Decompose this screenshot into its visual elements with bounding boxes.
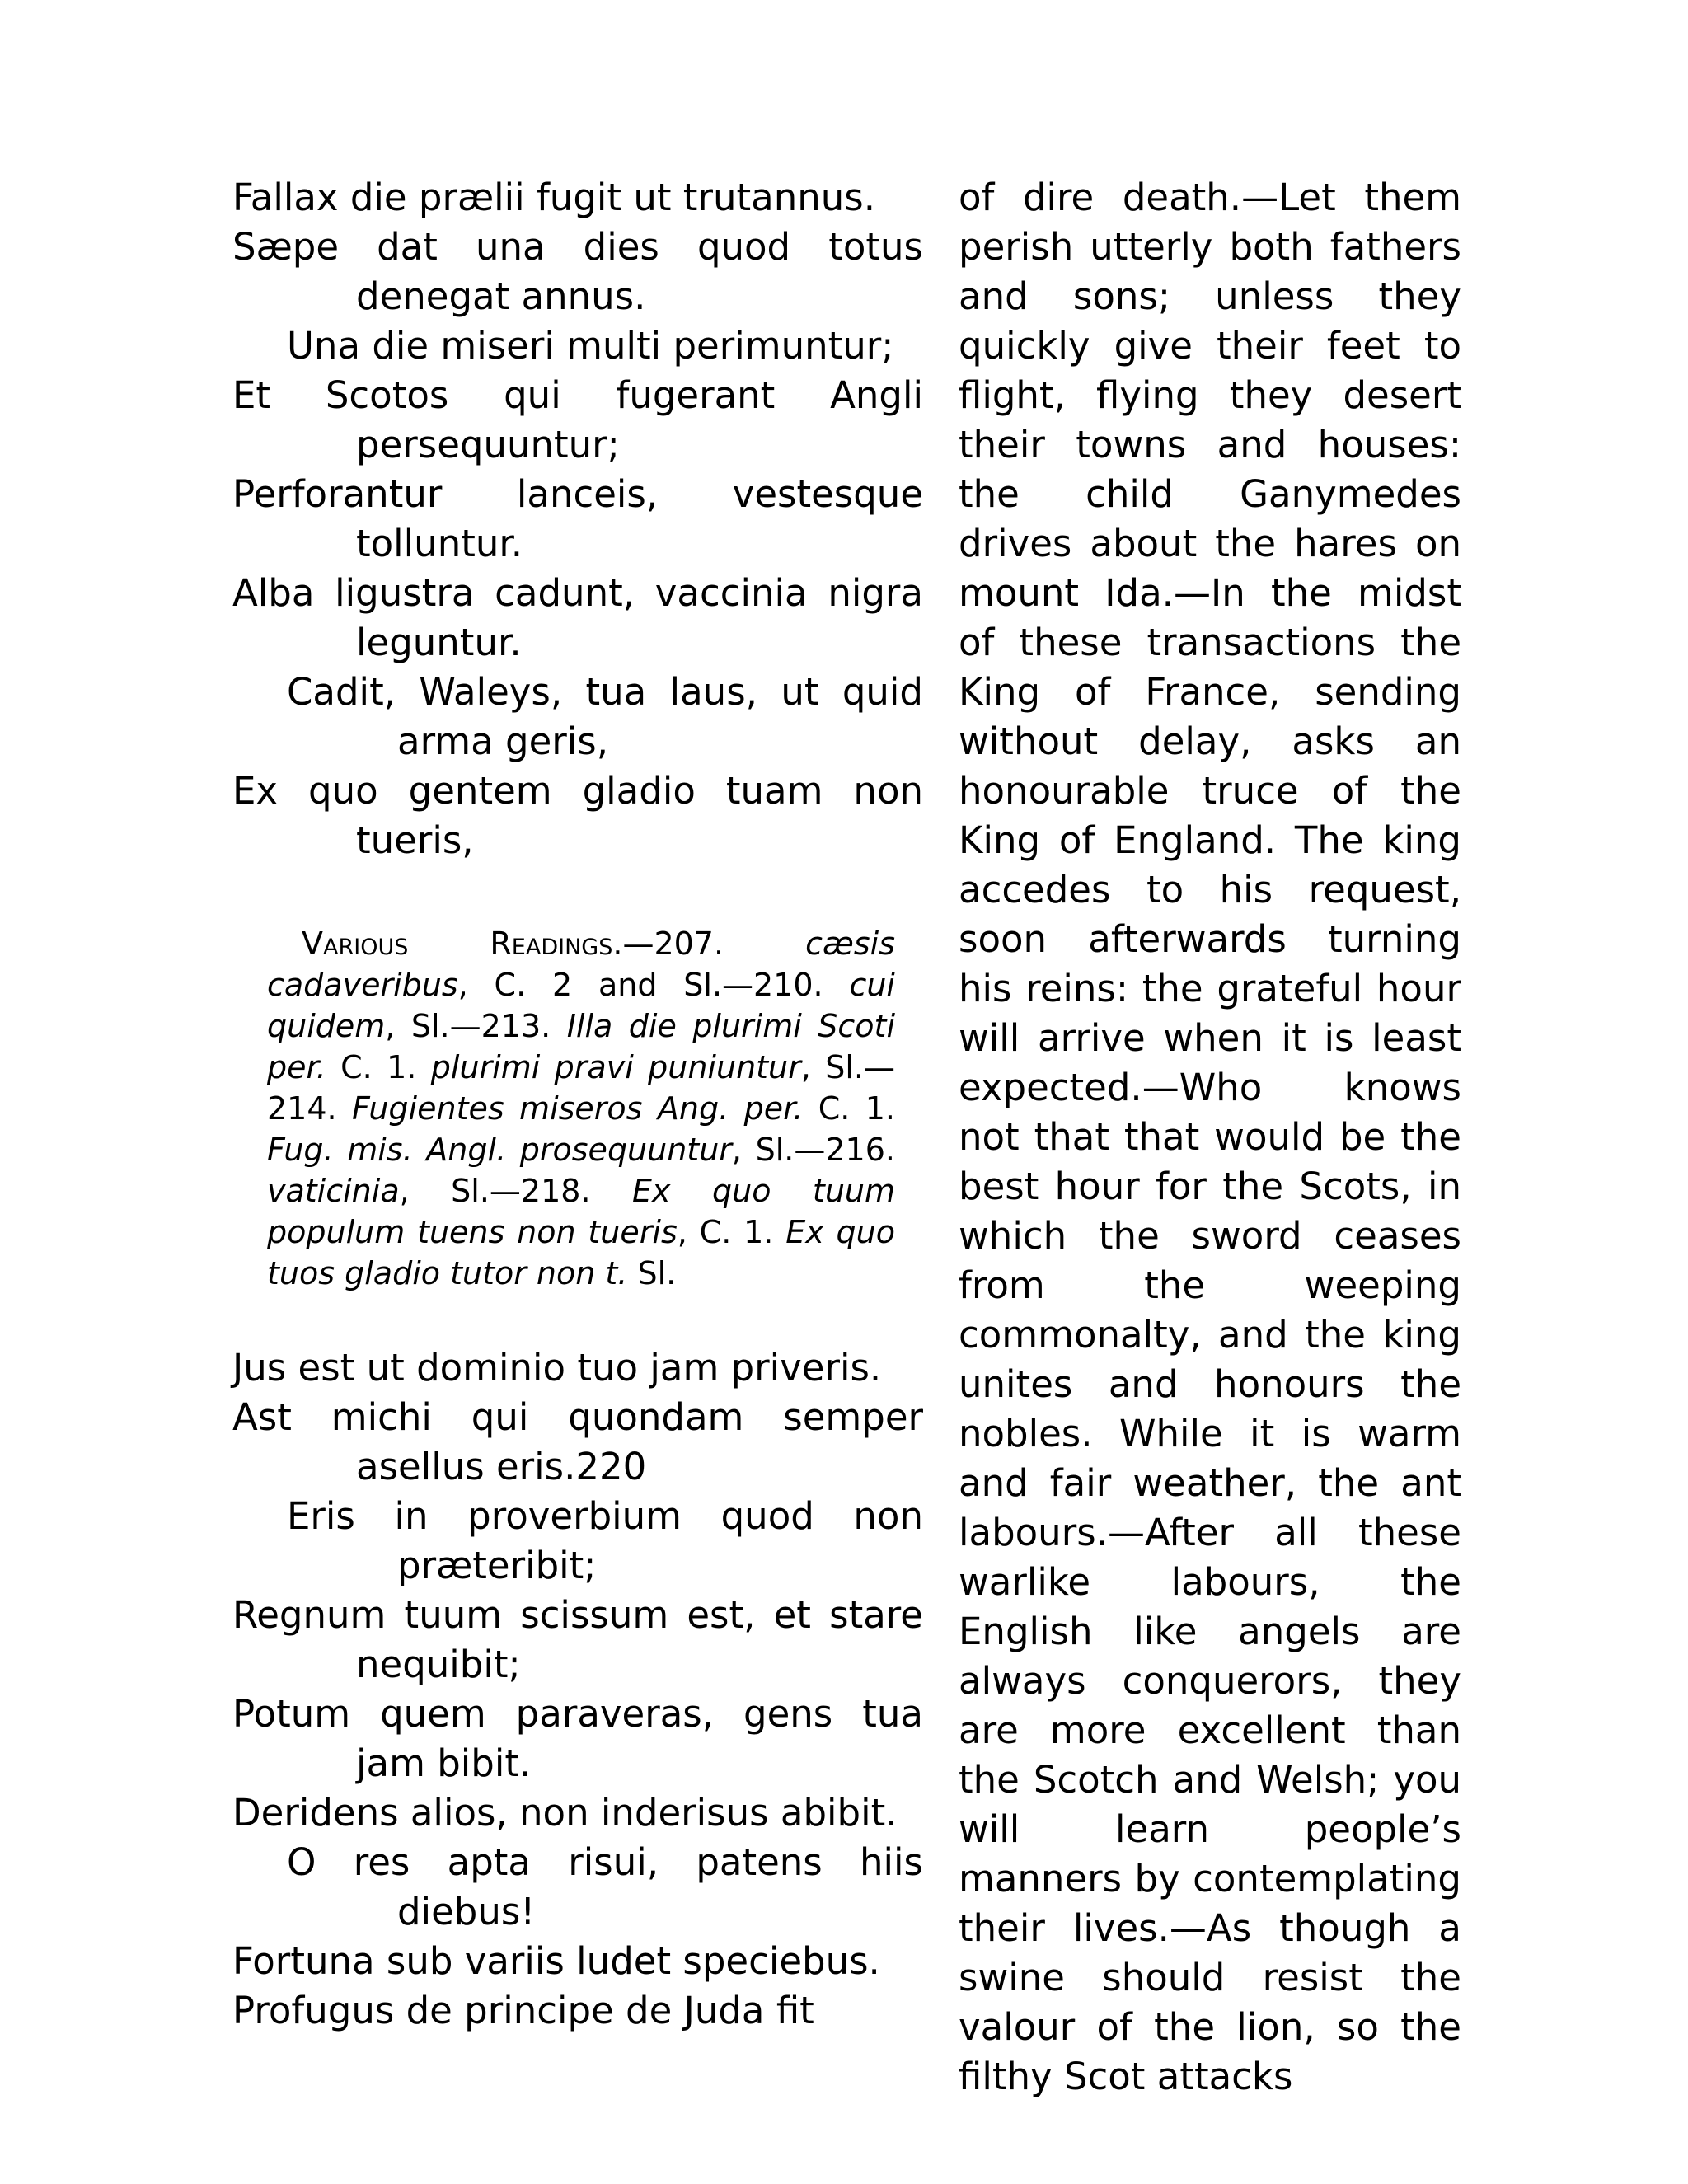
reading-variant: plurimi pravi puniuntur <box>430 1049 801 1085</box>
reading-reference: , Sl.—214. <box>267 1049 895 1127</box>
verse-text: Fallax die prælii fugit ut trutannus. <box>232 176 876 219</box>
left-column-latin <box>232 173 923 2032</box>
verse-line <box>232 569 923 668</box>
verse-line <box>232 173 923 223</box>
reading-reference: C. 1. <box>803 1090 895 1127</box>
reading-variant: Illa die plurimi Scoti per. <box>267 1008 896 1085</box>
verse-text: Una die miseri multi perimuntur; <box>287 324 894 368</box>
right-column-translation <box>959 173 1461 2098</box>
verse-line <box>232 1788 923 1838</box>
verse-text: Regnum tuum scissum est, et stare nequibit; <box>232 1593 923 1686</box>
verse-text: Alba ligustra cadunt, vaccinia nigra leguntur. <box>232 571 923 664</box>
verse-line: Ast michi qui quondam semper asellus eris.220 <box>232 1395 923 1488</box>
reading-reference: , C. 2 and Sl.—210. <box>457 967 850 1003</box>
reading-variant: Fugientes miseros Ang. per. <box>352 1090 804 1127</box>
reading-reference: C. 1. <box>326 1049 431 1085</box>
verse-text: Sæpe dat una dies quod totus denegat annus. <box>232 225 923 318</box>
verse-line <box>232 223 923 321</box>
verse-text: Potum quem paraveras, gens tua jam bibit. <box>232 1692 923 1785</box>
reading-variant: cui quidem <box>267 967 895 1044</box>
reading-reference: , Sl.—216. <box>731 1132 895 1168</box>
verse-line <box>232 1838 923 1937</box>
verse-text: Ex quo gentem gladio tuam non tueris, <box>232 769 923 862</box>
reading-variant: Fug. mis. Angl. prosequuntur <box>267 1132 732 1168</box>
reading-variant: Ex quo tuum populum tuens non tueris <box>267 1173 895 1250</box>
verse-line <box>232 1937 923 1986</box>
verse-line <box>232 371 923 470</box>
verse-text: Cadit, Waleys, tua laus, ut quid arma geris, <box>287 670 923 763</box>
reading-variant: Ex quo tuos gladio tutor non t. <box>267 1214 896 1291</box>
reading-reference: —207. <box>622 926 806 962</box>
notes-header: Various Readings. <box>302 926 623 962</box>
translation-text: of dire death.—Let them perish utterly both fathers and sons; unless they quickly give their feet to flight, flying they desert their towns and houses: the child Ganymedes drives about the hares on mount Ida.—In the midst of these transactions the King of France, sending without delay, asks an honourable truce of the King of England. The king accedes to his request, soon afterwards turning his reins: the grateful hour will arrive when it is least expected.—Who knows not that that would be the best hour for the Scots, in which the sword ceases from the weeping commonalty, and the king unites and honours the nobles. While it is warm and fair weather, the ant labours.—After all these warlike labours, the English like angels are always conquerors, they are more excellent than the Scotch and Welsh; you will learn people’s manners by contemplating their lives.—As though a swine should resist the valour of the lion, so the filthy Scot attacks <box>959 176 1461 2098</box>
verse-line <box>232 321 923 371</box>
reading-variant: vaticinia <box>267 1173 400 1209</box>
reading-reference: , Sl.—213. <box>385 1008 567 1044</box>
verse-line <box>232 668 923 766</box>
various-readings-notes <box>267 923 895 1294</box>
verse-text: Profugus de principe de Juda fit <box>232 1989 814 2032</box>
verse-text: Eris in proverbium quod non præteribit; <box>287 1494 923 1587</box>
verse-line <box>232 1591 923 1690</box>
verse-text: Deridens alios, non inderisus abibit. <box>232 1791 898 1835</box>
verse-line <box>232 1986 923 2036</box>
verse-text: O res apta risui, patens hiis diebus! <box>287 1840 923 1933</box>
verse-line <box>232 1343 923 1393</box>
reading-reference: Sl. <box>627 1255 677 1291</box>
verse-text: Fortuna sub variis ludet speciebus. <box>232 1939 880 1983</box>
verse-text: Et Scotos qui fugerant Angli persequuntur; <box>232 373 923 466</box>
verse-block-bottom <box>232 1343 923 2036</box>
verse-text: Perforantur lanceis, vestesque tolluntur. <box>232 472 923 565</box>
reading-reference: , C. 1. <box>677 1214 786 1250</box>
verse-block-top <box>232 173 923 865</box>
verse-line <box>232 1690 923 1788</box>
reading-variant: cæsis cadaveribus <box>267 926 895 1003</box>
reading-reference: , Sl.—218. <box>399 1173 633 1209</box>
verse-text: Jus est ut dominio tuo jam priveris. <box>232 1346 882 1390</box>
verse-line <box>232 766 923 865</box>
verse-line <box>232 1492 923 1591</box>
verse-line <box>232 470 923 569</box>
verse-text: Ast michi qui quondam semper asellus eris. <box>232 1395 923 1488</box>
notes-body <box>267 926 895 1291</box>
